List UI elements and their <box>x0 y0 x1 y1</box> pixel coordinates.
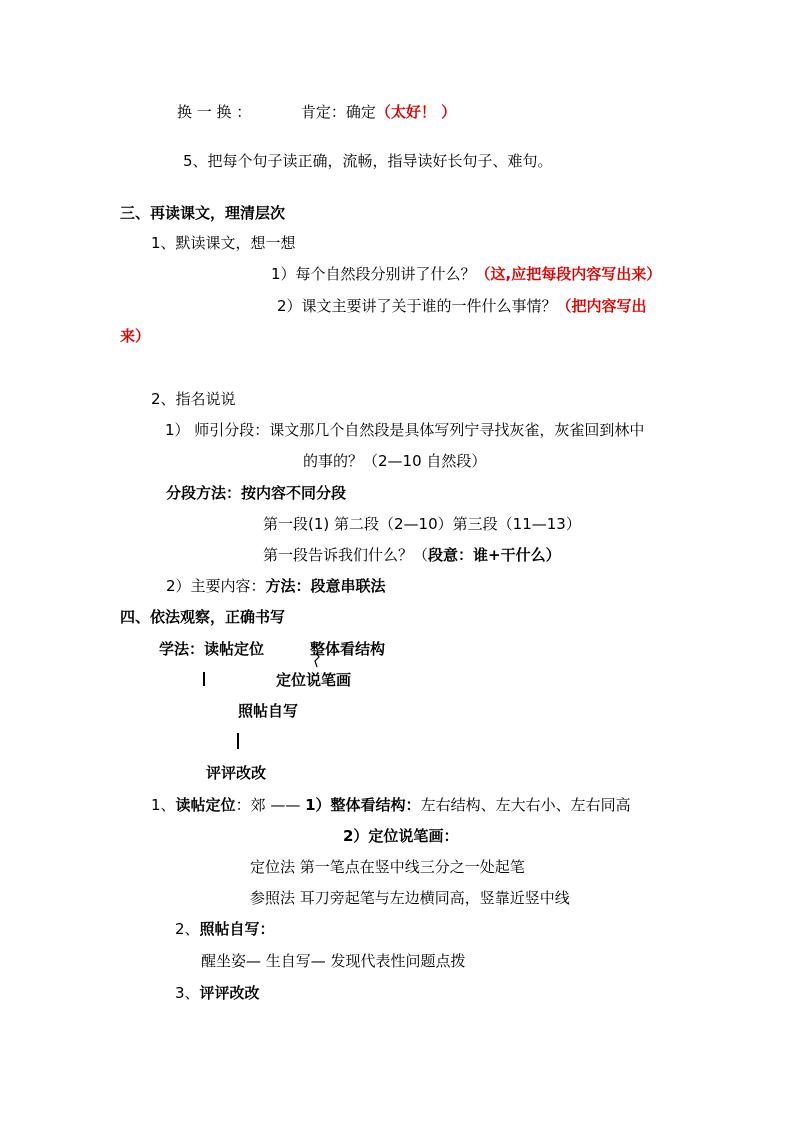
paragraph-meaning-question: 第一段告诉我们什么？（ <box>263 546 429 564</box>
question-2-line <box>277 296 647 316</box>
main-content-line <box>166 576 386 596</box>
question-2-text: 2）课文主要讲了关于谁的一件什么事情？ <box>277 297 557 315</box>
section-3-heading: 三、再读课文，理清层次 <box>120 204 286 222</box>
stroke-step: 2）定位说笔画： <box>343 827 459 845</box>
flow-connector-2 <box>237 733 239 749</box>
hook-connector-icon <box>311 652 323 668</box>
swap-label: 换 一 换 ： <box>177 103 252 121</box>
copy-write-step: 照帖自写： <box>199 920 275 938</box>
review-step-line: 3、评评改改 <box>175 984 260 1002</box>
flow-connector-1 <box>203 672 205 686</box>
paragraph-meaning-line: 第一段告诉我们什么？（段意：谁+干什么） <box>263 546 561 564</box>
main-content-label: 2）主要内容： <box>166 577 266 595</box>
synonym-pair: 肯定：确定 <box>300 103 376 121</box>
question-1-note: （这,应把每段内容写出来） <box>475 265 662 283</box>
paragraph-method: 分段方法：按内容不同分段 <box>166 484 347 502</box>
main-content-method: 方法：段意串联法 <box>265 577 386 595</box>
stroke-position-label: 定位说笔画 <box>276 671 352 689</box>
section-4-heading: 四、依法观察，正确书写 <box>120 608 286 626</box>
review-label: 评评改改 <box>206 764 267 782</box>
review-step: 评评改改 <box>199 984 260 1002</box>
structure-description: 左右结构、左大右小、左右同高 <box>420 796 631 814</box>
copy-write-label: 照帖自写 <box>238 702 299 720</box>
teacher-paragraph-question: 1） 师引分段：课文那几个自然段是具体写列宁寻找灰雀，灰雀回到林中 <box>165 421 645 439</box>
study-method-label: 学法：读帖定位 <box>159 640 265 658</box>
read-copy-line: 1、读帖定位：郊 —— 1）整体看结构：左右结构、左大右小、左右同高 <box>151 796 631 814</box>
praise-note: （太好！ ） <box>375 103 457 121</box>
structure-step: 1）整体看结构： <box>305 796 421 814</box>
writing-process: 醒坐姿— 生自写— 发现代表性问题点拨 <box>201 952 466 970</box>
paragraph-meaning-answer: 段意：谁+干什么 <box>428 546 546 564</box>
question-2-note-continued: 来） <box>120 327 151 345</box>
silent-reading-item: 1、默读课文，想一想 <box>151 234 296 252</box>
question-2-note: （把内容写出 <box>556 297 647 315</box>
reference-method: 参照法 耳刀旁起笔与左边横同高，竖靠近竖中线 <box>250 889 570 907</box>
question-1-text: 1）每个自然段分别讲了什么？ <box>271 265 476 283</box>
teacher-paragraph-question-cont: 的事的？（2—10 自然段） <box>303 452 487 470</box>
whole-structure-label: 整体看结构 <box>310 640 386 658</box>
step-5-text: 5、把每个句子读正确，流畅，指导读好长句子、难句。 <box>183 152 553 170</box>
word-swap-line <box>177 102 456 122</box>
example-char: ：郊 —— <box>235 796 306 814</box>
read-copy-step: 读帖定位 <box>175 796 236 814</box>
position-method: 定位法 第一笔点在竖中线三分之一处起笔 <box>250 858 525 876</box>
paragraph-division: 第一段(1) 第二段（2—10）第三段（11—13） <box>263 515 581 533</box>
question-1-line <box>271 264 661 284</box>
name-call-item: 2、指名说说 <box>151 390 236 408</box>
copy-write-step-line: 2、照帖自写： <box>175 920 275 938</box>
